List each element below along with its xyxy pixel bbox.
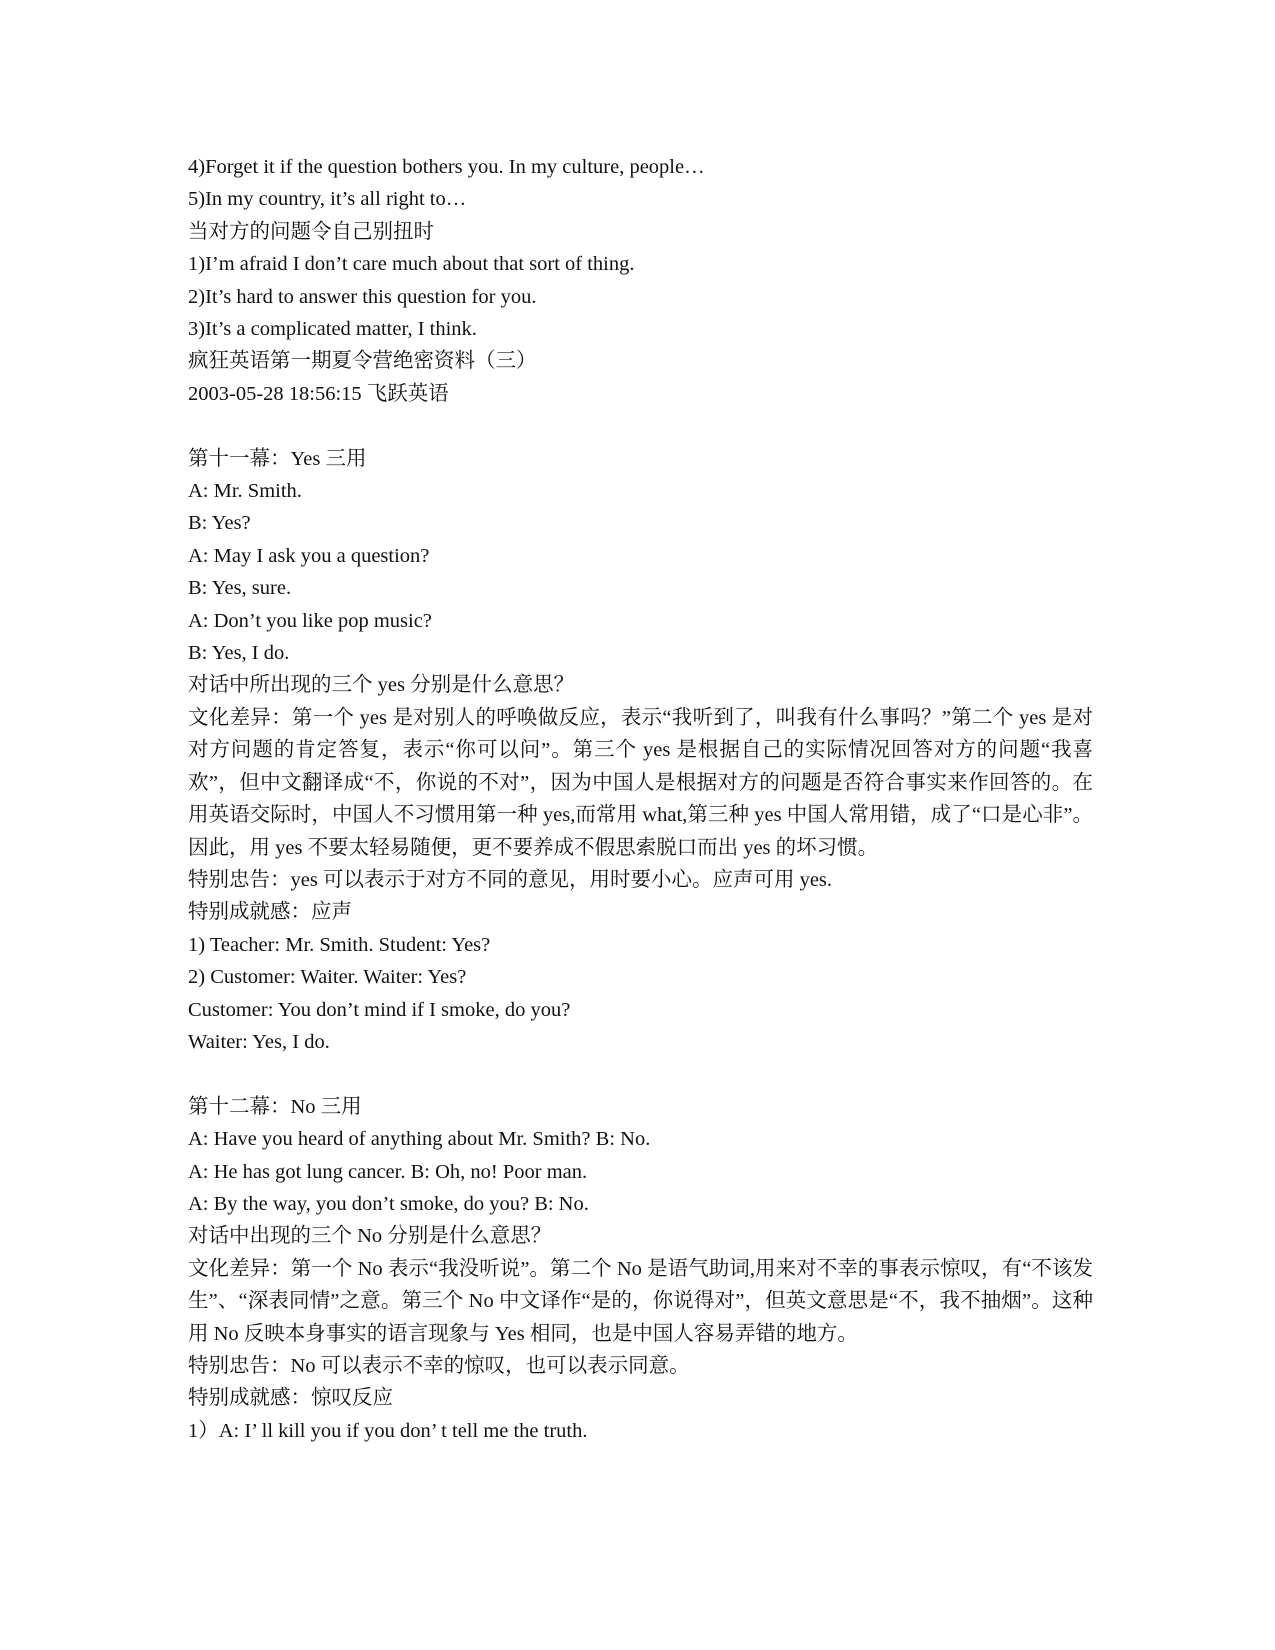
blank-line	[188, 410, 1093, 442]
text-line: 特别忠告：yes 可以表示于对方不同的意见，用时要小心。应声可用 yes.	[188, 868, 833, 891]
text-line: 5)In my country, it’s all right to…	[188, 188, 467, 211]
scene-heading: 第十二幕：No 三用	[188, 1095, 362, 1118]
text-line: 特别成就感：应声	[188, 901, 352, 924]
text-line: 3)It’s a complicated matter, I think.	[188, 318, 477, 341]
scene-heading: 第十一幕：Yes 三用	[188, 447, 367, 470]
dialogue-line: B: Yes?	[188, 512, 251, 535]
dialogue-line: B: Yes, I do.	[188, 642, 290, 665]
text-line: 1)I’m afraid I don’t care much about that sort of thing.	[188, 253, 635, 276]
culture-difference-paragraph: 文化差异：第一个 yes 是对别人的呼唤做反应，表示“我听到了，叫我有什么事吗？”第二个 yes 是对对方问题的肯定答复，表示“你可以问”。第三个 yes 是根据自己的实际情况回答对方的问题“我喜欢”，但中文翻译成“不，你说的不对”，因为中国人是根据对方的问题是否符合事实来作回答的。在用英语交际时，中国人不习惯用第一种 yes,而常用 what,第三种 yes 中国人常用错，成了“口是心非”。因此，用 yes 不要太轻易随便，更不要养成不假思索脱口而出 yes 的坏习惯。	[188, 706, 1093, 859]
text-line: 4)Forget it if the question bothers you. In my culture, people…	[188, 156, 705, 178]
date-source-line: 2003-05-28 18:56:15 飞跃英语	[188, 382, 449, 405]
example-line: 1）A: I’ ll kill you if you don’ t tell me the truth.	[188, 1419, 588, 1442]
blank-line	[188, 1058, 1093, 1090]
dialogue-line: A: By the way, you don’t smoke, do you? B: No.	[188, 1192, 589, 1215]
dialogue-line: A: Mr. Smith.	[188, 480, 302, 503]
question-line: 对话中出现的三个 No 分别是什么意思？	[188, 1225, 552, 1248]
example-line: Customer: You don’t mind if I smoke, do you?	[188, 998, 571, 1021]
section-heading: 当对方的问题令自己别扭时	[188, 220, 434, 243]
text-line: 特别成就感：惊叹反应	[188, 1387, 393, 1410]
document-title: 疯狂英语第一期夏令营绝密资料（三）	[188, 350, 537, 373]
dialogue-line: A: He has got lung cancer. B: Oh, no! Poor man.	[188, 1160, 588, 1183]
document-page	[188, 151, 1093, 1447]
dialogue-line: A: Don’t you like pop music?	[188, 609, 432, 632]
example-line: Waiter: Yes, I do.	[188, 1030, 330, 1053]
culture-difference-paragraph: 文化差异：第一个 No 表示“我没听说”。第二个 No 是语气助词,用来对不幸的事表示惊叹，有“不该发生”、“深表同情”之意。第三个 No 中文译作“是的，你说得对”，但英文意思是“不，我不抽烟”。这种用 No 反映本身事实的语言现象与 Yes 相同，也是中国人容易弄错的地方。	[188, 1257, 1093, 1345]
dialogue-line: B: Yes, sure.	[188, 577, 292, 600]
question-line: 对话中所出现的三个 yes 分别是什么意思？	[188, 674, 575, 697]
text-line: 2)It’s hard to answer this question for you.	[188, 285, 537, 308]
dialogue-line: A: Have you heard of anything about Mr. Smith? B: No.	[188, 1128, 651, 1151]
text-line: 特别忠告：No 可以表示不幸的惊叹，也可以表示同意。	[188, 1355, 690, 1377]
example-line: 2) Customer: Waiter. Waiter: Yes?	[188, 966, 467, 989]
dialogue-line: A: May I ask you a question?	[188, 544, 430, 567]
example-line: 1) Teacher: Mr. Smith. Student: Yes?	[188, 933, 491, 956]
